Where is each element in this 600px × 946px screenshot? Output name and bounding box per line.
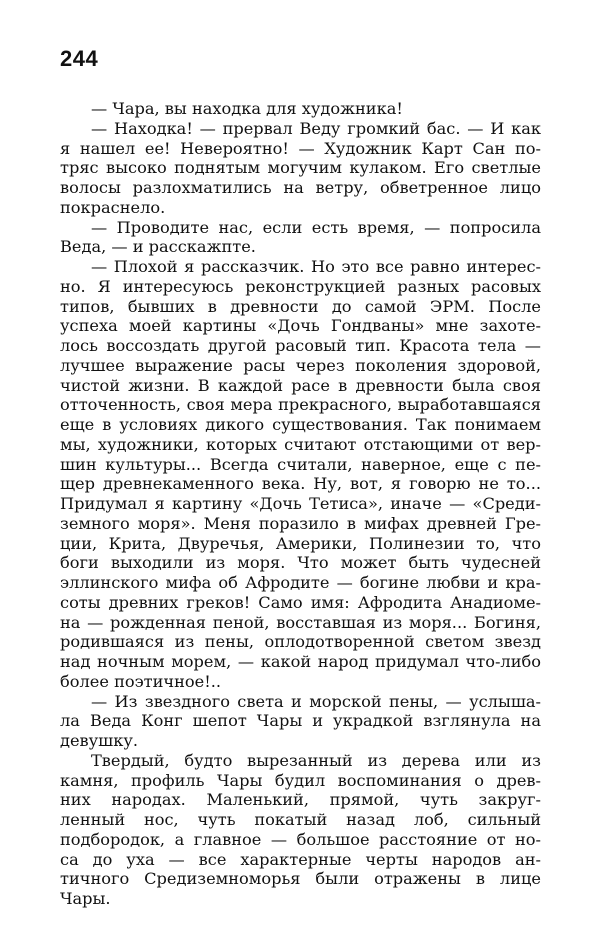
- text-line: Придумал я картину «Дочь Тетиса», иначе — «Среди-: [60, 494, 541, 513]
- text-line: лось воссоздать другой расовый тип. Красота тела —: [60, 336, 541, 355]
- text-line: — Проводите нас, если есть время, — попросила: [91, 217, 541, 237]
- text-line: я нашел ее! Невероятно! — Художник Карт Сан по-: [60, 138, 541, 158]
- text-line: — Находка! — прервал Веду громкий бас. — И как: [91, 118, 541, 138]
- text-line: на — рожденная пеной, восставшая из моря... Богиня,: [60, 612, 541, 632]
- text-line: лучшее выражение расы через поколения здоровой,: [60, 355, 541, 375]
- text-line: эллинского мифа об Афродите — богине любви и кра-: [60, 573, 541, 592]
- text-line: боги выходили из моря. Что может быть чудесней: [60, 553, 541, 573]
- text-line: покраснело.: [60, 197, 166, 217]
- text-line: Веда, — и расскажпте.: [60, 237, 256, 257]
- text-line: девушку.: [60, 731, 139, 750]
- text-line: еще в условиях дикого существования. Так понимаем: [60, 415, 541, 434]
- text-line: — Из звездного света и морской пены, — услыша-: [91, 691, 541, 711]
- text-line: Твердый, будто вырезанный из дерева или из: [91, 750, 541, 770]
- text-line: ции, Крита, Двуречья, Америки, Полинезии то, что: [60, 533, 541, 553]
- text-line: чистой жизни. В каждой расе в древности была своя: [60, 375, 541, 395]
- text-line: са до уха — все характерные черты народов ан-: [60, 849, 541, 869]
- text-line: но. Я интересуюсь реконструкцией разных расовых: [60, 276, 541, 296]
- text-line: отточенность, своя мера прекрасного, выработавшаяся: [60, 395, 541, 415]
- text-line: соты древних греков! Само имя: Афродита Анадиоме-: [60, 592, 541, 612]
- text-line: камня, профиль Чары будил воспоминания о древ-: [60, 770, 541, 790]
- text-line: щер древнекаменного века. Ну, вот, я говорю не то...: [60, 474, 541, 494]
- text-line: подбородок, а главное — большое расстояние от но-: [60, 829, 541, 849]
- text-line: над ночным морем, — какой народ придумал что-либо: [60, 652, 541, 671]
- text-line: тряс высоко поднятым могучим кулаком. Его светлые: [60, 158, 541, 178]
- text-line: более поэтичное!..: [60, 671, 222, 691]
- text-line: Чары.: [60, 889, 111, 908]
- text-line: них народах. Маленький, прямой, чуть закруг-: [60, 790, 541, 810]
- text-line: шин культуры... Всегда считали, наверное, еще с пе-: [60, 454, 541, 474]
- page-number: 244: [60, 46, 99, 71]
- text-line: — Чара, вы находка для художника!: [91, 99, 403, 118]
- text-line: волосы разлохматились на ветру, обветренное лицо: [60, 178, 541, 197]
- text-line: успеха моей картины «Дочь Гондваны» мне захоте-: [60, 316, 541, 336]
- text-line: тичного Средиземноморья были отражены в лице: [60, 869, 541, 889]
- text-line: мы, художники, которых считают отстающими от вер-: [60, 434, 541, 454]
- text-line: земного моря». Меня поразило в мифах древней Гре-: [60, 513, 541, 533]
- text-line: ла Веда Конг шепот Чары и украдкой взглянула на: [60, 711, 541, 731]
- text-line: — Плохой я рассказчик. Но это все равно интерес-: [91, 257, 541, 276]
- text-line: типов, бывших в древности до самой ЭРМ. После: [60, 296, 541, 316]
- body-text: [60, 99, 541, 909]
- text-line: родившаяся из пены, оплодотворенной светом звезд: [60, 632, 541, 652]
- text-line: ленный нос, чуть покатый назад лоб, сильный: [60, 810, 541, 829]
